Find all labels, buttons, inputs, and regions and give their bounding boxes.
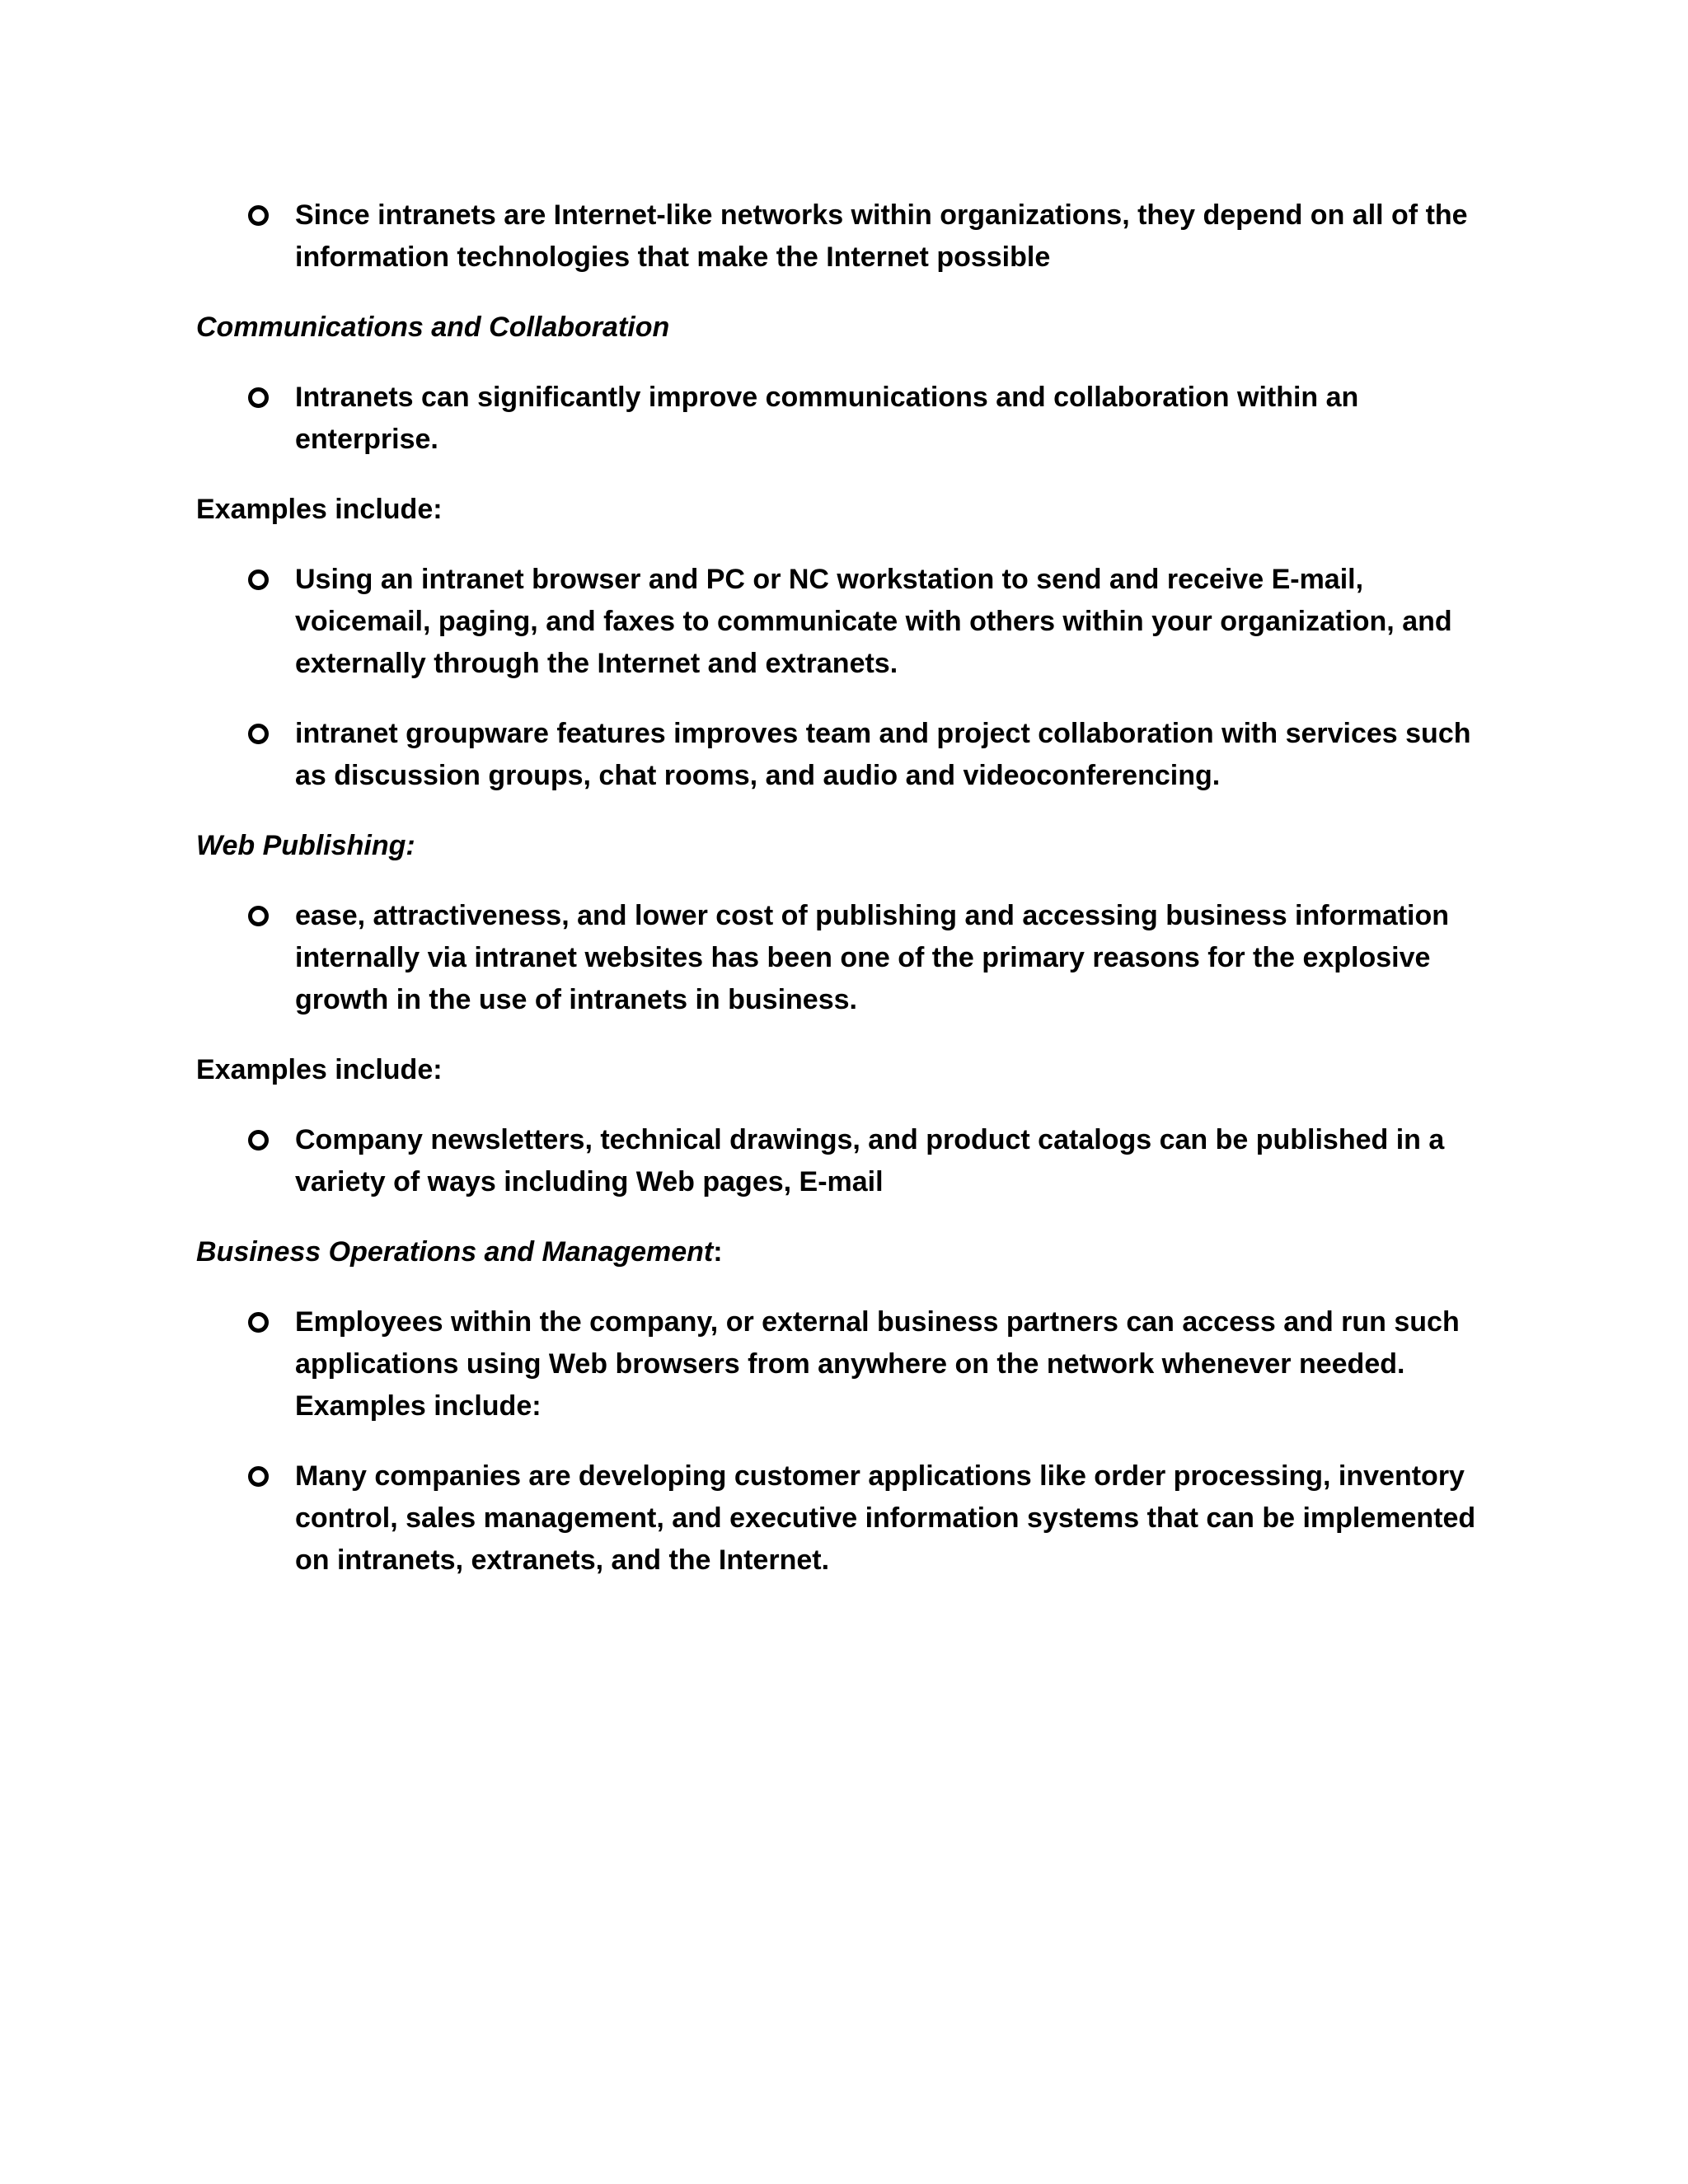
bullet-item [196, 1455, 1482, 1582]
section-heading-web-publishing [196, 825, 1482, 867]
bullet-circle-icon [248, 1312, 269, 1333]
section-heading-communications [196, 307, 1482, 349]
section-heading-business-operations [196, 1231, 1482, 1273]
bullet-circle-icon [248, 1130, 269, 1151]
bullet-item [196, 713, 1482, 797]
bullet-circle-icon [248, 724, 269, 744]
bullet-circle-icon [248, 387, 269, 408]
bullet-item [196, 194, 1482, 279]
bullet-item [196, 559, 1482, 685]
document-body [196, 194, 1482, 1610]
bullet-item [196, 377, 1482, 461]
section-heading-text: Web Publishing: [196, 830, 415, 861]
bullet-text: Company newsletters, technical drawings, and product catalogs can be published in a variety of ways including Web pages, E-mail [295, 1124, 1445, 1197]
bullet-text: Using an intranet browser and PC or NC workstation to send and receive E-mail, voicemail, paging, and faxes to communicate with others within your organization, and externally through the Internet and extranets. [295, 564, 1452, 679]
bullet-circle-icon [248, 569, 269, 590]
bullet-text: ease, attractiveness, and lower cost of publishing and accessing business information internally via intranet websites has been one of the primary reasons for the explosive growth in the use of intranets in business. [295, 900, 1450, 1015]
bullet-text: Intranets can significantly improve communications and collaboration within an enterprise. [295, 382, 1359, 455]
section-heading-text: Communications and Collaboration [196, 312, 670, 343]
bullet-item [196, 895, 1482, 1021]
bullet-text: Many companies are developing customer applications like order processing, inventory control, sales management, and executive information systems that can be implemented on intranets, extranets, and the Internet. [295, 1460, 1476, 1576]
examples-heading: Examples include: [196, 1054, 443, 1085]
section-heading-suffix: : [713, 1236, 723, 1268]
bullet-item [196, 1119, 1482, 1203]
bullet-text: intranet groupware features improves team and project collaboration with services such as discussion groups, chat rooms, and audio and videoconferencing. [295, 718, 1471, 791]
bullet-text: Since intranets are Internet-like networks within organizations, they depend on all of the information technologies that make the Internet possible [295, 199, 1468, 273]
examples-heading: Examples include: [196, 494, 443, 525]
bullet-item [196, 1301, 1482, 1427]
section-heading-text: Business Operations and Management [196, 1236, 714, 1268]
bullet-text: Employees within the company, or external business partners can access and run such applications using Web browsers from anywhere on the network whenever needed. Examples include: [295, 1306, 1460, 1422]
bullet-circle-icon [248, 1466, 269, 1487]
bullet-circle-icon [248, 205, 269, 226]
bullet-circle-icon [248, 906, 269, 926]
